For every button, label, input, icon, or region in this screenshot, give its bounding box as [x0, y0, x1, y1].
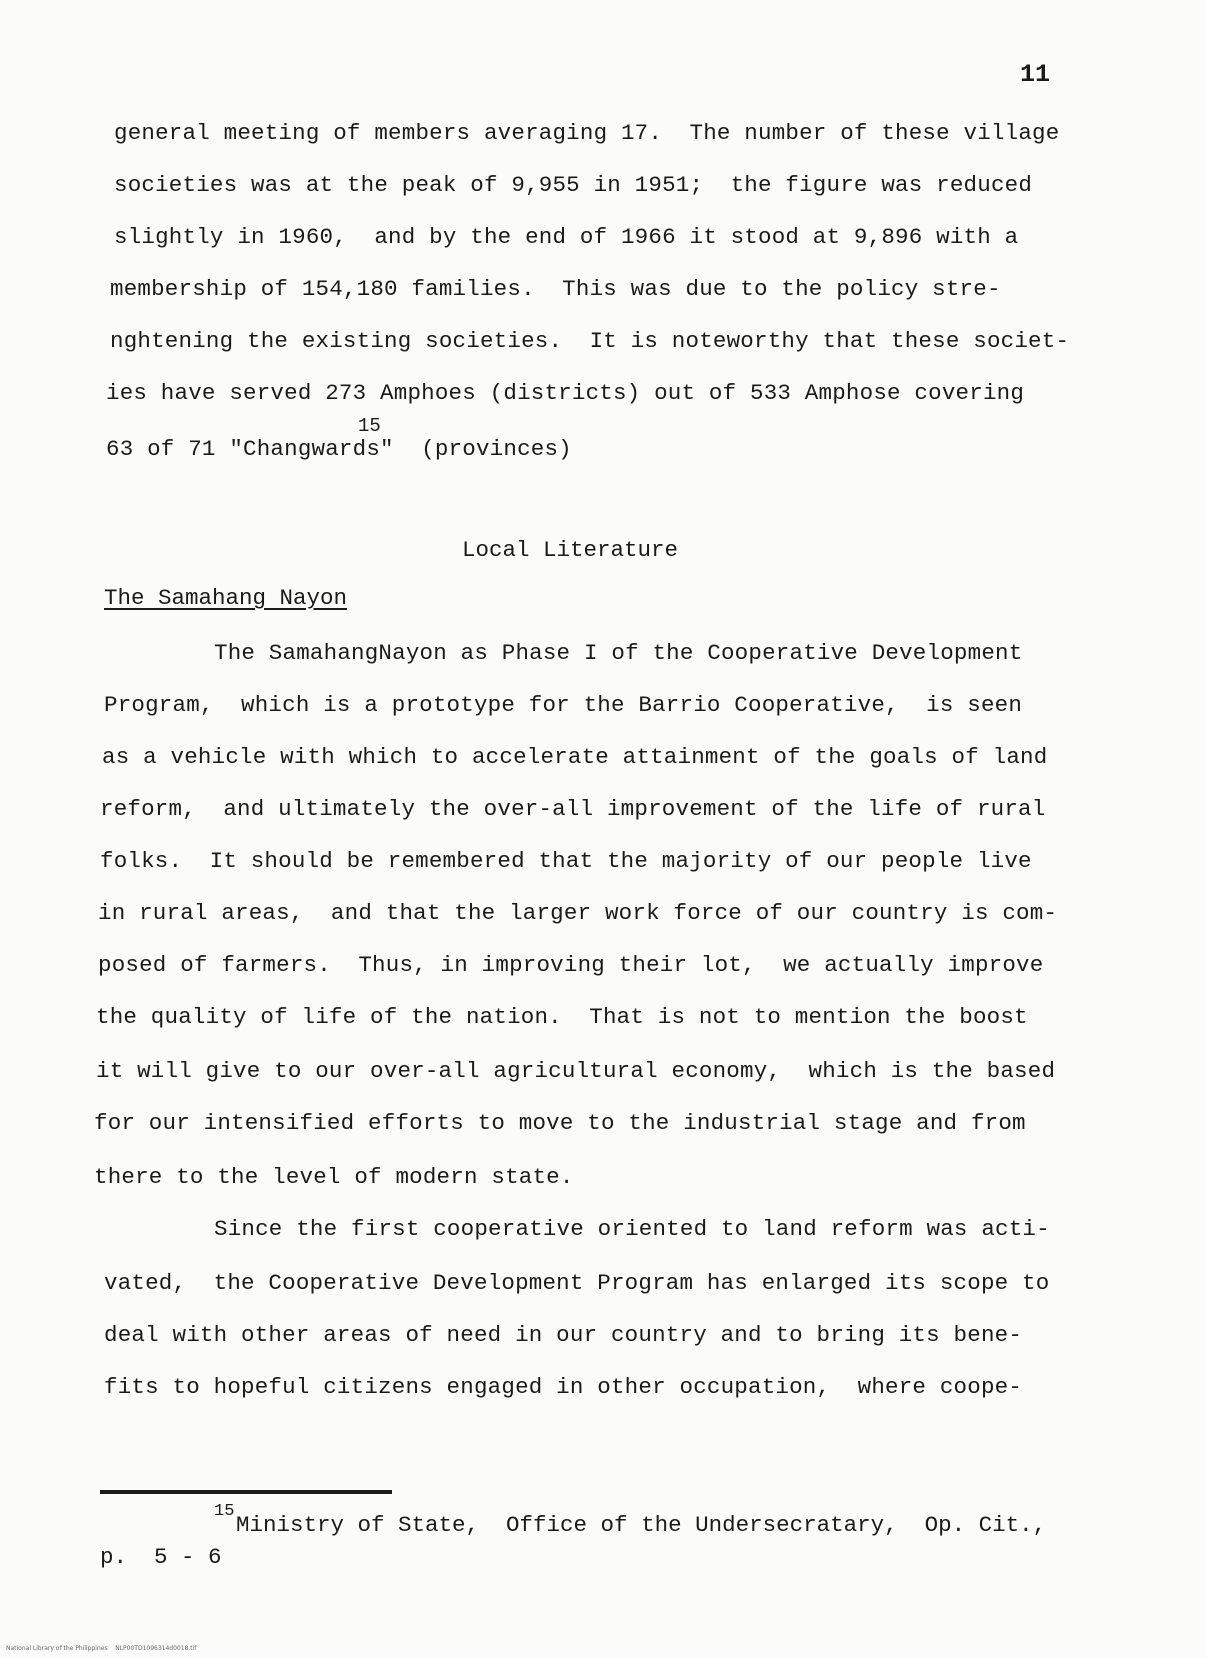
paragraph-line: in rural areas, and that the larger work force of our country is com-: [98, 900, 1058, 926]
paragraph-line: The SamahangNayon as Phase I of the Cooperative Development: [214, 640, 1023, 666]
footnote-line: Ministry of State, Office of the Undersecratary, Op. Cit.,: [236, 1512, 1047, 1538]
paragraph-line: folks. It should be remembered that the majority of our people live: [100, 848, 1032, 874]
paragraph-line: as a vehicle with which to accelerate attainment of the goals of land: [102, 744, 1048, 770]
paragraph-line: membership of 154,180 families. This was due to the policy stre-: [110, 276, 1001, 302]
page-number: 11: [1020, 60, 1051, 89]
archive-caption: National Library of the Philippines NLP00TD1096314d0018.tif: [6, 1645, 197, 1652]
section-heading: Local Literature: [462, 537, 679, 563]
paragraph-line: deal with other areas of need in our country and to bring its bene-: [104, 1322, 1023, 1348]
paragraph-line: slightly in 1960, and by the end of 1966 it stood at 9,896 with a: [114, 224, 1019, 250]
footnote-line: p. 5 - 6: [100, 1544, 222, 1570]
subheading: The Samahang Nayon: [104, 585, 348, 611]
paragraph-line: posed of farmers. Thus, in improving their lot, we actually improve: [98, 952, 1044, 978]
paragraph-line: Program, which is a prototype for the Barrio Cooperative, is seen: [104, 692, 1023, 718]
paragraph-line: ies have served 273 Amphoes (districts) out of 533 Amphose covering: [106, 380, 1025, 406]
paragraph-line: Since the first cooperative oriented to land reform was acti-: [214, 1216, 1050, 1242]
paragraph-line: the quality of life of the nation. That is not to mention the boost: [96, 1004, 1028, 1030]
paragraph-line: 63 of 71 "Changwards" (provinces): [106, 436, 572, 462]
paragraph-line: for our intensified efforts to move to the industrial stage and from: [94, 1110, 1026, 1136]
footnote-reference: 15: [358, 415, 381, 437]
footnote-number: 15: [214, 1502, 235, 1521]
paragraph-line: societies was at the peak of 9,955 in 1951; the figure was reduced: [114, 172, 1033, 198]
paragraph-line: there to the level of modern state.: [94, 1164, 574, 1190]
paragraph-line: reform, and ultimately the over-all improvement of the life of rural: [100, 796, 1046, 822]
paragraph-line: it will give to our over-all agricultural economy, which is the based: [96, 1058, 1056, 1084]
paragraph-line: general meeting of members averaging 17. The number of these village: [114, 120, 1060, 146]
footnote-divider: [100, 1490, 392, 1494]
paragraph-line: fits to hopeful citizens engaged in other occupation, where coope-: [104, 1374, 1023, 1400]
paragraph-line: nghtening the existing societies. It is noteworthy that these societ-: [110, 328, 1070, 354]
paragraph-line: vated, the Cooperative Development Program has enlarged its scope to: [104, 1270, 1050, 1296]
